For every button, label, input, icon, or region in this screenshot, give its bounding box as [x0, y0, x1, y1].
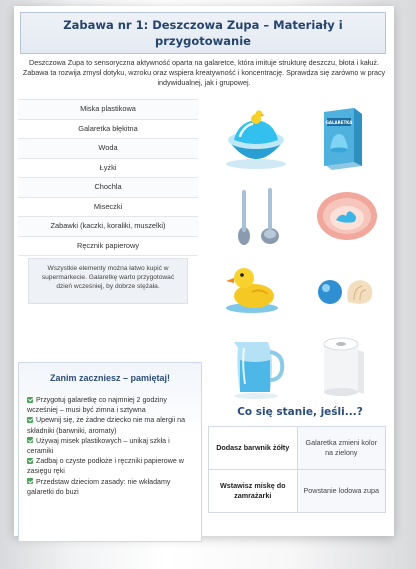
list-item: Chochla — [18, 177, 198, 197]
reminder-title: Zanim zaczniesz – pamiętaj! — [49, 373, 171, 383]
table-cell-result: Galaretka zmieni kolor na zielony — [297, 427, 386, 470]
list-item: Zabawki (kaczki, koraliki, muszelki) — [18, 216, 198, 236]
paper-towel-illustration — [320, 336, 368, 396]
whatif-title: Co się stanie, jeśli...? — [237, 406, 363, 418]
package-label: GALARETKA — [325, 120, 353, 125]
list-item: Łyżki — [18, 158, 198, 178]
list-item: Miseczki — [18, 197, 198, 217]
jelly-package-illustration — [318, 104, 364, 174]
list-item: Woda — [18, 138, 198, 158]
table-cell-result: Powstanie lodowa zupa — [297, 470, 386, 513]
beads-shell-illustration — [314, 270, 378, 310]
whatif-table — [208, 426, 386, 513]
intro-text: Deszczowa Zupa to sensoryczna aktywność oparta na galaretce, która imituje strukturę deszczu, błota i kałuż. Zabawa ta rozwija zmysł dotyku, wzroku oraz wspiera kreatywność i koncentrację. Sprawdza się zarówno w pracy indywidualnej, jak i grupowej. — [22, 58, 386, 87]
reminder-box — [18, 362, 202, 542]
jelly-bowl-illustration — [218, 106, 294, 172]
list-item: Galaretka błękitna — [18, 119, 198, 139]
list-item: Upewnij się, że żadne dziecko nie ma alergii na składniki (barwniki, aromaty) — [27, 416, 186, 435]
water-jug-illustration — [228, 334, 288, 400]
document-page — [14, 6, 394, 536]
spoons-illustration — [230, 186, 286, 248]
shopping-note: Wszystkie elementy można łatwo kupić w supermarkecie. Galaretkę warto przygotować dzień wcześniej, by dobrze stężała. — [28, 258, 188, 304]
list-item: Używaj misek plastikowych – unikaj szkła i ceramiki — [27, 436, 170, 456]
list-item: Przygotuj galaretkę co najmniej 2 godziny wcześniej – musi być zimna i sztywna — [27, 396, 167, 415]
table-cell-condition: Dodasz barwnik żółty — [209, 427, 298, 470]
checkmark-icon — [27, 437, 33, 443]
page-title: Zabawa nr 1: Deszczowa Zupa – Materiały i przygotowanie — [20, 12, 386, 54]
checkmark-icon — [27, 458, 33, 464]
rubber-duck-illustration — [222, 262, 282, 314]
materials-list — [18, 99, 198, 256]
table-row — [209, 427, 386, 470]
checkmark-icon — [27, 417, 33, 423]
list-item: Przedstaw dzieciom zasady: nie wkładamy galaretki do buzi — [27, 477, 171, 496]
list-item: Ręcznik papierowy — [18, 236, 198, 257]
checkmark-icon — [27, 397, 33, 403]
list-item: Zadbaj o czyste podłoże i ręczniki papierowe w zasięgu ręki — [27, 457, 184, 476]
checkmark-icon — [27, 478, 33, 484]
table-cell-condition: Wstawisz miskę do zamrażarki — [209, 470, 298, 513]
table-row — [209, 470, 386, 513]
list-item: Miska plastikowa — [18, 99, 198, 119]
small-bowl-illustration — [314, 186, 380, 242]
